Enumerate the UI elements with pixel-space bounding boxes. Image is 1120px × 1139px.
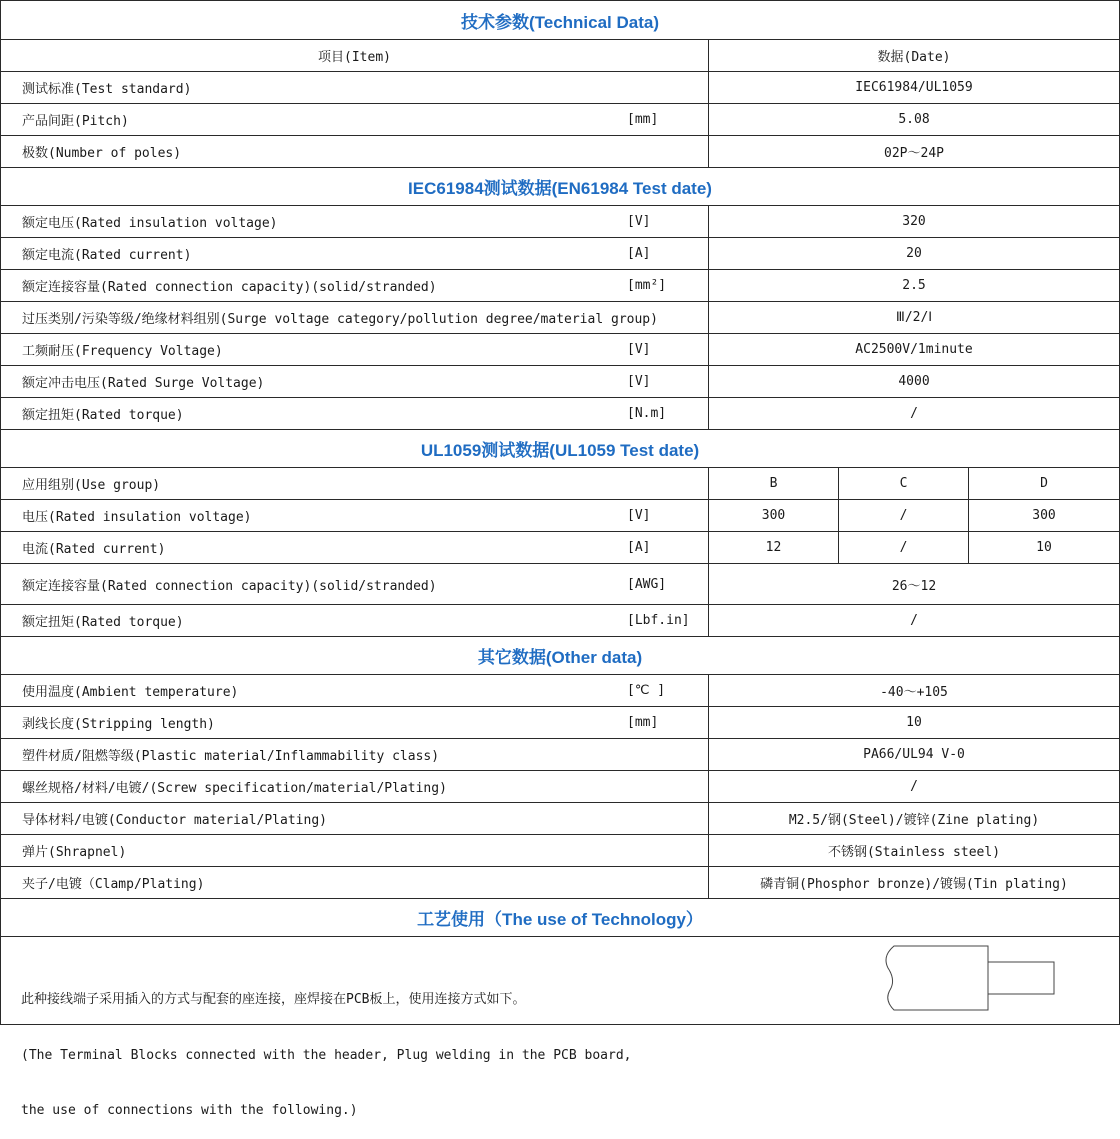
note-line-english-1: (The Terminal Blocks connected with the header, Plug welding in the PCB board, [21, 1047, 632, 1063]
row-value: 不锈钢(Stainless steel) [708, 835, 1119, 866]
row-unit: [V] [627, 342, 651, 357]
table-row [1, 468, 1119, 500]
section-title: UL1059测试数据(UL1059 Test date) [420, 441, 700, 460]
section-header-ul [1, 430, 1119, 468]
technology-note [21, 954, 631, 1139]
group-b-value: 12 [708, 532, 838, 563]
row-label: 额定电流(Rated current) [22, 248, 192, 263]
row-label: 额定电压(Rated insulation voltage) [22, 216, 278, 231]
row-label: 额定扭矩(Rated torque) [22, 408, 184, 423]
row-label: 使用温度(Ambient temperature) [22, 685, 239, 700]
row-value: / [708, 771, 1119, 802]
row-label: 额定连接容量(Rated connection capacity)(solid/stranded) [22, 578, 437, 594]
row-label: 额定扭矩(Rated torque) [22, 615, 184, 630]
row-label: 极数(Number of poles) [22, 146, 182, 161]
row-label: 额定连接容量(Rated connection capacity)(solid/stranded) [22, 280, 437, 295]
group-c-value: / [838, 500, 968, 531]
row-value: 4000 [708, 366, 1119, 397]
item-column-header: 项目(Item) [318, 50, 391, 65]
table-row [1, 270, 1119, 302]
row-value: Ⅲ/2/Ⅰ [708, 302, 1119, 333]
section-title: 其它数据(Other data) [477, 648, 643, 667]
row-unit: [AWG] [627, 576, 667, 592]
row-unit: [V] [627, 508, 651, 523]
group-b-value: 300 [708, 500, 838, 531]
group-d-value: 10 [968, 532, 1119, 563]
row-unit: [A] [627, 540, 651, 555]
row-unit: [Lbf.in] [627, 613, 690, 628]
row-value: M2.5/钢(Steel)/镀锌(Zine plating) [708, 803, 1119, 834]
group-c-value: C [838, 468, 968, 499]
note-line-english-2: the use of connections with the following.) [21, 1103, 358, 1118]
row-label: 过压类别/污染等级/绝缘材料组别(Surge voltage category/pollution degree/material group) [22, 312, 658, 327]
row-label: 测试标准(Test standard) [22, 82, 192, 97]
table-row [1, 500, 1119, 532]
connector-drawing [880, 942, 1060, 1014]
table-row [1, 707, 1119, 739]
section-header-iec [1, 168, 1119, 206]
row-unit: [mm] [627, 715, 659, 730]
group-b-value: B [708, 468, 838, 499]
group-d-value: 300 [968, 500, 1119, 531]
table-row [1, 564, 1119, 605]
section-title: IEC61984测试数据(EN61984 Test date) [408, 179, 712, 198]
row-value: 2.5 [708, 270, 1119, 301]
row-value: 10 [708, 707, 1119, 738]
table-row [1, 532, 1119, 564]
section-header-other [1, 637, 1119, 675]
row-label: 额定冲击电压(Rated Surge Voltage) [22, 376, 265, 391]
row-value: 26～12 [708, 564, 1119, 604]
table-row [1, 366, 1119, 398]
row-value: 20 [708, 238, 1119, 269]
data-column-header: 数据(Date) [708, 40, 1119, 71]
row-label: 夹子/电镀（Clamp/Plating) [22, 877, 205, 892]
row-value: PA66/UL94 V-0 [708, 739, 1119, 770]
table-row [1, 302, 1119, 334]
row-unit: [N.m] [627, 406, 667, 421]
row-value: 02P～24P [708, 136, 1119, 167]
row-label: 弹片(Shrapnel) [22, 845, 127, 860]
group-d-value: D [968, 468, 1119, 499]
row-value: AC2500V/1minute [708, 334, 1119, 365]
row-value: / [708, 605, 1119, 636]
row-unit: [V] [627, 214, 651, 229]
row-value: -40～+105 [708, 675, 1119, 706]
table-row [1, 72, 1119, 104]
row-label: 导体材料/电镀(Conductor material/Plating) [22, 813, 327, 828]
table-row [1, 867, 1119, 899]
table-row [1, 238, 1119, 270]
row-label: 塑件材质/阻燃等级(Plastic material/Inflammability class) [22, 749, 440, 764]
row-label: 电压(Rated insulation voltage) [22, 510, 252, 525]
table-row [1, 675, 1119, 707]
row-value: 5.08 [708, 104, 1119, 135]
row-unit: [A] [627, 246, 651, 261]
row-value: / [708, 398, 1119, 429]
row-unit: [℃ ] [627, 683, 666, 698]
section-header-technical [1, 1, 1119, 40]
column-header-row [1, 40, 1119, 72]
row-label: 电流(Rated current) [22, 542, 166, 557]
table-row [1, 334, 1119, 366]
group-c-value: / [838, 532, 968, 563]
row-unit: [V] [627, 374, 651, 389]
row-value: 320 [708, 206, 1119, 237]
row-label: 螺丝规格/材料/电镀/(Screw specification/material/Plating) [22, 781, 447, 796]
table-row [1, 136, 1119, 168]
section-title: 技术参数(Technical Data) [460, 12, 660, 32]
table-row [1, 605, 1119, 637]
table-row [1, 104, 1119, 136]
row-label: 产品间距(Pitch) [22, 114, 129, 129]
row-label: 剥线长度(Stripping length) [22, 717, 215, 732]
row-unit: [mm²] [627, 278, 667, 293]
table-row [1, 398, 1119, 430]
row-value: 磷青铜(Phosphor bronze)/镀锡(Tin plating) [708, 867, 1119, 898]
row-label: 应用组别(Use group) [22, 478, 161, 493]
section-header-technology [1, 899, 1119, 937]
table-row [1, 206, 1119, 238]
table-row [1, 739, 1119, 771]
row-label: 工频耐压(Frequency Voltage) [22, 344, 223, 359]
row-value: IEC61984/UL1059 [708, 72, 1119, 103]
table-row [1, 803, 1119, 835]
table-row [1, 835, 1119, 867]
section-title: 工艺使用（The use of Technology） [417, 910, 703, 929]
table-row [1, 771, 1119, 803]
row-unit: [mm] [627, 112, 659, 127]
note-line-chinese: 此种接线端子采用插入的方式与配套的座连接，座焊接在PCB板上，使用连接方式如下。 [21, 992, 526, 1007]
